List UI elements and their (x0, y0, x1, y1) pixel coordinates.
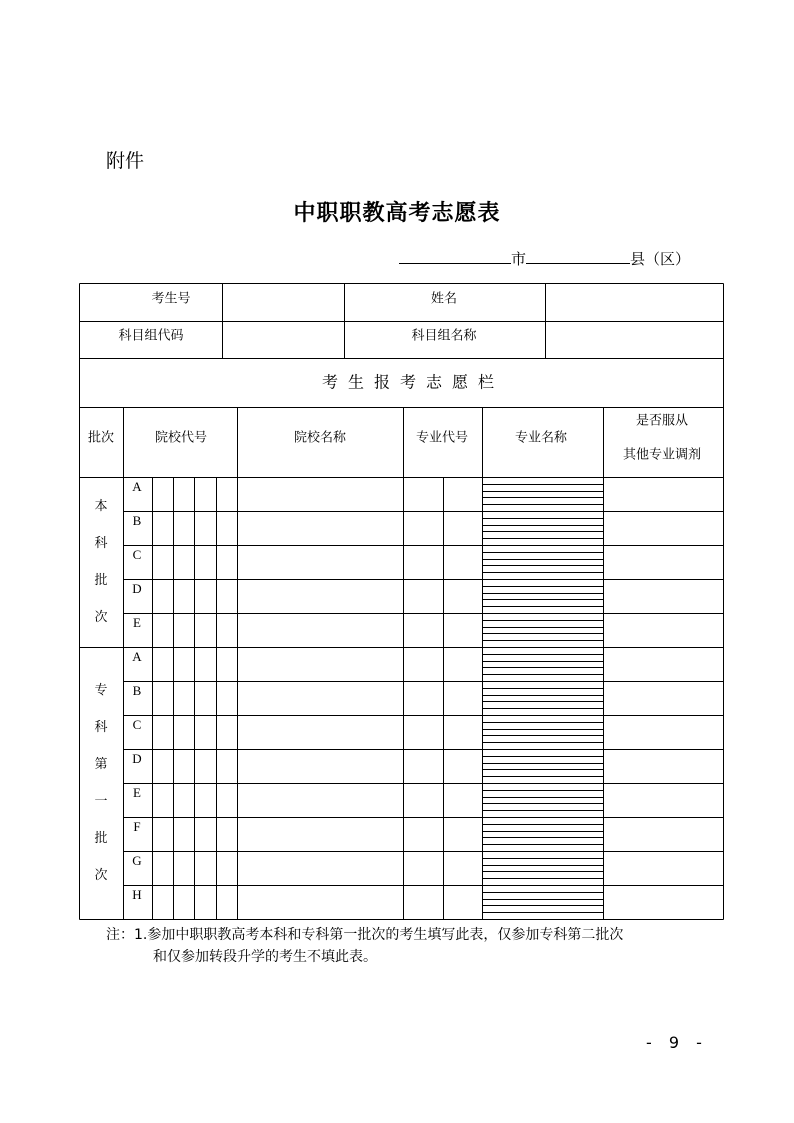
batch-label-char: 科 (94, 536, 108, 551)
application-form (79, 283, 725, 923)
city-blank[interactable] (399, 249, 511, 264)
school-name-input[interactable] (404, 478, 481, 510)
school-name-input[interactable] (404, 886, 481, 918)
choice-letter-D: D (132, 750, 142, 766)
school-name-input[interactable] (404, 580, 481, 612)
school-name-input[interactable] (404, 784, 481, 816)
school-name-input[interactable] (404, 716, 481, 748)
obey-adjust-input[interactable] (604, 750, 722, 782)
county-blank[interactable] (526, 249, 630, 264)
batch-label-char: 一 (94, 794, 108, 809)
batch-label-char: 次 (94, 610, 108, 625)
obey-adjust-input[interactable] (604, 512, 722, 544)
school-name-input[interactable] (404, 614, 481, 646)
choice-letter-G: G (132, 852, 142, 868)
col-school-code: 院校代号 (154, 430, 208, 446)
batch-label-char: 第 (94, 757, 108, 772)
obey-adjust-input[interactable] (604, 614, 722, 646)
col-obey-line1: 是否服从 (635, 413, 689, 429)
footnote (106, 924, 623, 968)
obey-adjust-input[interactable] (604, 682, 722, 714)
school-name-input[interactable] (404, 818, 481, 850)
choice-letter-C: C (132, 546, 142, 562)
page-number: - 9 - (646, 1033, 708, 1052)
name-input[interactable] (545, 284, 723, 320)
school-name-input[interactable] (404, 546, 481, 578)
section-title: 考生报考志愿栏 (321, 372, 505, 392)
col-school-name: 院校名称 (293, 430, 347, 446)
batch-label-char: 批 (94, 573, 108, 588)
obey-adjust-input[interactable] (604, 784, 722, 816)
batch-label-char: 本 (94, 499, 108, 514)
col-major-name: 专业名称 (514, 430, 568, 446)
choice-letter-A: A (132, 478, 142, 494)
county-label: 县（区） (630, 250, 691, 268)
choice-letter-A: A (132, 648, 142, 664)
batch-label-char: 科 (94, 720, 108, 735)
choice-letter-H: H (132, 886, 142, 902)
choice-letter-C: C (132, 716, 142, 732)
choice-letter-D: D (132, 580, 142, 596)
obey-adjust-input[interactable] (604, 478, 722, 510)
footnote-line-2: 和仅参加转段升学的考生不填此表。 (153, 949, 377, 965)
choice-letter-F: F (133, 818, 141, 834)
subject-code-input[interactable] (222, 322, 344, 357)
choice-letter-B: B (132, 682, 142, 698)
obey-adjust-input[interactable] (604, 818, 722, 850)
subject-name-input[interactable] (545, 322, 723, 357)
choice-letter-B: B (132, 512, 142, 528)
batch-label-char: 批 (94, 831, 108, 846)
subject-name-label: 科目组名称 (411, 328, 477, 344)
exam-no-input[interactable] (222, 284, 344, 320)
col-obey-line2: 其他专业调剂 (622, 447, 702, 463)
batch-label-char: 专 (94, 683, 108, 698)
form-title: 中职职教高考志愿表 (293, 201, 501, 226)
col-batch: 批次 (87, 430, 115, 446)
exam-no-label: 考生号 (151, 291, 191, 307)
obey-adjust-input[interactable] (604, 648, 722, 680)
footnote-line-1: 注：1.参加中职职教高考本科和专科第一批次的考生填写此表，仅参加专科第二批次 (106, 927, 624, 943)
school-name-input[interactable] (404, 682, 481, 714)
col-major-code: 专业代号 (415, 430, 469, 446)
name-label: 姓名 (430, 291, 458, 307)
form-grid (79, 283, 725, 923)
region-line (399, 248, 690, 269)
obey-adjust-input[interactable] (604, 580, 722, 612)
obey-adjust-input[interactable] (604, 886, 722, 918)
attachment-label: 附件 (106, 150, 145, 172)
obey-adjust-input[interactable] (604, 546, 722, 578)
subject-code-label: 科目组代码 (118, 328, 184, 344)
choice-letter-E: E (133, 614, 141, 630)
obey-adjust-input[interactable] (604, 852, 722, 884)
obey-adjust-input[interactable] (604, 716, 722, 748)
batch-label-char: 次 (94, 868, 108, 883)
school-name-input[interactable] (404, 512, 481, 544)
school-name-input[interactable] (404, 648, 481, 680)
choice-letter-E: E (133, 784, 141, 800)
school-name-input[interactable] (404, 852, 481, 884)
city-label: 市 (511, 250, 527, 268)
school-name-input[interactable] (404, 750, 481, 782)
